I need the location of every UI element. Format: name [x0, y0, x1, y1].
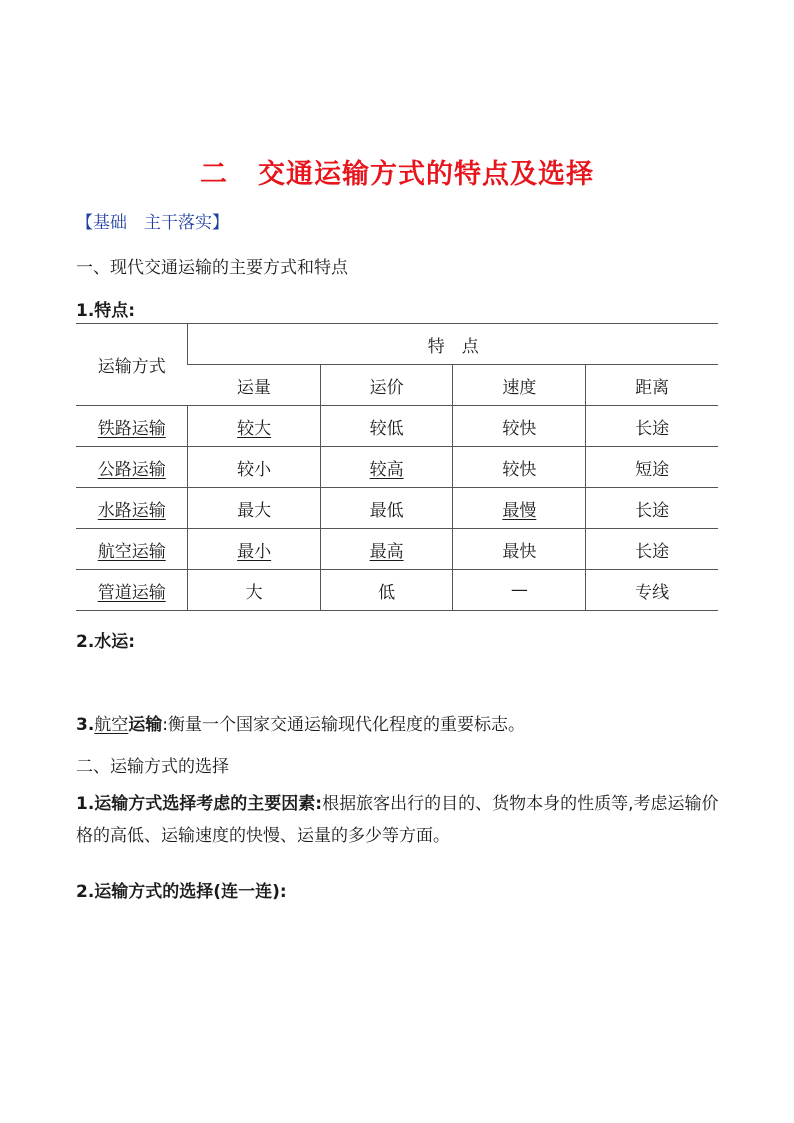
- mode-header-cell: 运输方式: [76, 324, 188, 406]
- section-heading-2: 二、运输方式的选择: [76, 757, 229, 777]
- table-cell: 较低: [320, 406, 453, 447]
- subheader-distance: 距离: [586, 365, 718, 406]
- mode-cell: [76, 488, 188, 529]
- table-cell: 最低: [320, 488, 453, 529]
- transport-features-table: [76, 323, 718, 611]
- table-cell: 短途: [586, 447, 718, 488]
- blank-answer: 最小: [237, 541, 272, 562]
- table-row: [76, 447, 718, 488]
- blank-answer: 最慢: [502, 500, 537, 521]
- mode-cell: [76, 529, 188, 570]
- feature-header-cell: 特 点: [188, 324, 718, 365]
- table-cell: [188, 406, 320, 447]
- mode-cell: [76, 406, 188, 447]
- table-cell: 最快: [453, 529, 586, 570]
- table-cell: 最大: [188, 488, 320, 529]
- item-2-number: 2.: [76, 632, 95, 652]
- mode-cell: [76, 570, 188, 611]
- table-row: [76, 570, 718, 611]
- table-cell: [320, 447, 453, 488]
- table-cell: 低: [320, 570, 453, 611]
- mode-air: 航空运输: [97, 541, 166, 562]
- item-3-number: 3.: [76, 715, 95, 735]
- title-number: 二: [200, 159, 228, 190]
- item-3-paragraph: [76, 710, 525, 735]
- item-4-paragraph: [76, 788, 720, 852]
- item-1-label: 特点:: [94, 301, 136, 321]
- item-4-text: 根据旅客出行的目的、货物本身的性质等,考虑运输价格的高低、运输速度的快慢、运量的多少等方面。: [76, 794, 719, 846]
- blank-answer: 较高: [369, 459, 404, 480]
- table-row: [76, 488, 718, 529]
- title-text: 交通运输方式的特点及选择: [258, 159, 594, 190]
- table-cell: 专线: [586, 570, 718, 611]
- table-cell: 长途: [586, 529, 718, 570]
- item-5-label: 运输方式的选择(连一连):: [94, 882, 287, 902]
- table-cell: [453, 488, 586, 529]
- item-3-text: :衡量一个国家交通运输现代化程度的重要标志。: [162, 715, 526, 735]
- mode-highway: 公路运输: [97, 459, 166, 480]
- table-cell: 较快: [453, 447, 586, 488]
- item-5-heading: [76, 877, 287, 902]
- mode-waterway: 水路运输: [97, 500, 166, 521]
- table-cell: 较小: [188, 447, 320, 488]
- table-header-row: [76, 324, 718, 365]
- table-cell: [320, 529, 453, 570]
- table-row: [76, 406, 718, 447]
- table-cell: 大: [188, 570, 320, 611]
- blank-answer: 航空: [94, 715, 129, 735]
- subheader-volume: 运量: [188, 365, 320, 406]
- item-4-label: 运输方式选择考虑的主要因素:: [94, 794, 323, 814]
- table-cell: 较快: [453, 406, 586, 447]
- mode-pipeline: 管道运输: [97, 582, 166, 603]
- page-title: [0, 152, 794, 191]
- table-cell: 长途: [586, 406, 718, 447]
- item-4-number: 1.: [76, 794, 95, 814]
- subheader-speed: 速度: [453, 365, 586, 406]
- item-1-heading: [76, 296, 135, 321]
- mode-cell: [76, 447, 188, 488]
- item-5-number: 2.: [76, 882, 95, 902]
- table-row: [76, 529, 718, 570]
- blank-answer: 最高: [369, 541, 404, 562]
- item-2-label: 水运:: [94, 632, 136, 652]
- table-cell: —: [453, 570, 586, 611]
- subheader-price: 运价: [320, 365, 453, 406]
- section-tag: 【基础 主干落实】: [76, 213, 229, 233]
- section-heading-1: 一、现代交通运输的主要方式和特点: [76, 258, 348, 278]
- blank-answer: 较大: [237, 418, 272, 439]
- item-3-label: 运输: [128, 715, 163, 735]
- table-cell: 长途: [586, 488, 718, 529]
- item-1-number: 1.: [76, 301, 95, 321]
- item-2-heading: [76, 627, 135, 652]
- table-cell: [188, 529, 320, 570]
- mode-railway: 铁路运输: [97, 418, 166, 439]
